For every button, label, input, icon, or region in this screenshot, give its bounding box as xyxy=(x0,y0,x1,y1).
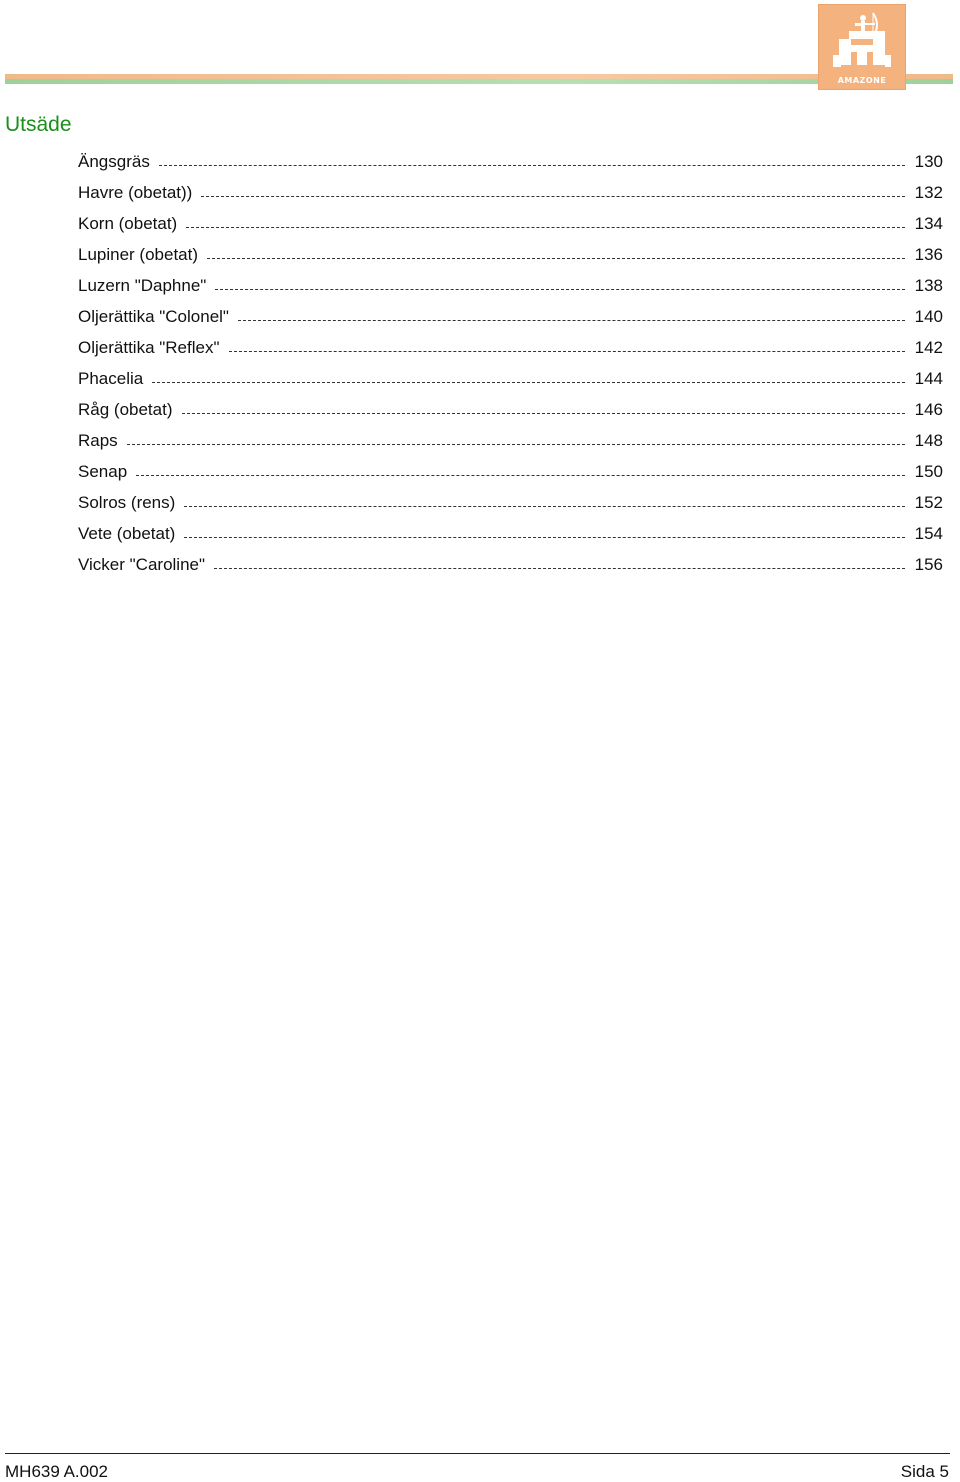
toc-entry[interactable] xyxy=(78,152,943,183)
toc-entry[interactable] xyxy=(78,276,943,307)
toc-dot-leader xyxy=(136,474,905,476)
toc-entry-page: 150 xyxy=(914,462,943,481)
toc-entry-page: 152 xyxy=(914,493,943,512)
toc-entry[interactable] xyxy=(78,245,943,276)
toc-entry[interactable] xyxy=(78,214,943,245)
toc-dot-leader xyxy=(214,567,905,569)
toc-entry-page: 132 xyxy=(914,183,943,202)
toc-entry-page: 154 xyxy=(914,524,943,543)
header-band-green xyxy=(5,79,953,84)
toc-entry-label: Havre (obetat)) xyxy=(78,183,193,202)
toc-entry-label: Oljerättika "Colonel" xyxy=(78,307,229,326)
toc-dot-leader xyxy=(159,164,905,166)
toc-entry-page: 156 xyxy=(914,555,943,574)
toc-entry-label: Råg (obetat) xyxy=(78,400,173,419)
toc-entry-page: 130 xyxy=(914,152,943,171)
toc-entry-label: Ängsgräs xyxy=(78,152,150,171)
header-band xyxy=(5,74,953,84)
toc-dot-leader xyxy=(127,443,905,445)
tractor-archer-icon xyxy=(819,5,905,75)
toc-entry[interactable] xyxy=(78,400,943,431)
toc-entry-label: Solros (rens) xyxy=(78,493,176,512)
toc-entry-page: 134 xyxy=(914,214,943,233)
toc-dot-leader xyxy=(201,195,905,197)
toc-dot-leader xyxy=(184,505,905,507)
brand-wordmark: AMAZONE xyxy=(837,76,887,85)
toc-entry-label: Senap xyxy=(78,462,128,481)
toc-dot-leader xyxy=(152,381,905,383)
toc-entry-page: 142 xyxy=(914,338,943,357)
toc-entry[interactable] xyxy=(78,369,943,400)
section-title: Utsäde xyxy=(5,113,72,136)
toc-entry[interactable] xyxy=(78,307,943,338)
toc-dot-leader xyxy=(229,350,905,352)
toc-entry[interactable] xyxy=(78,338,943,369)
toc-dot-leader xyxy=(207,257,905,259)
toc-entry-page: 136 xyxy=(914,245,943,264)
toc-entry-label: Korn (obetat) xyxy=(78,214,178,233)
toc-entry-label: Oljerättika "Reflex" xyxy=(78,338,220,357)
toc-entry-label: Phacelia xyxy=(78,369,144,388)
toc-dot-leader xyxy=(186,226,905,228)
toc-entry-label: Raps xyxy=(78,431,118,450)
toc-entry-page: 146 xyxy=(914,400,943,419)
toc-entry-page: 138 xyxy=(914,276,943,295)
footer-doc-id: MH639 A.002 xyxy=(5,1462,109,1481)
table-of-contents xyxy=(78,152,943,586)
toc-entry[interactable] xyxy=(78,431,943,462)
toc-entry-page: 140 xyxy=(914,307,943,326)
toc-dot-leader xyxy=(215,288,905,290)
toc-entry[interactable] xyxy=(78,183,943,214)
toc-entry-page: 148 xyxy=(914,431,943,450)
toc-dot-leader xyxy=(184,536,905,538)
toc-entry[interactable] xyxy=(78,462,943,493)
toc-entry-page: 144 xyxy=(914,369,943,388)
toc-entry[interactable] xyxy=(78,493,943,524)
toc-entry[interactable] xyxy=(78,524,943,555)
toc-dot-leader xyxy=(238,319,905,321)
footer-rule xyxy=(5,1453,950,1454)
toc-entry-label: Lupiner (obetat) xyxy=(78,245,199,264)
amazone-logo xyxy=(818,4,906,90)
toc-entry-label: Luzern "Daphne" xyxy=(78,276,207,295)
toc-entry-label: Vete (obetat) xyxy=(78,524,176,543)
footer-page-number: Sida 5 xyxy=(900,1462,949,1481)
toc-dot-leader xyxy=(182,412,906,414)
toc-entry[interactable] xyxy=(78,555,943,586)
toc-entry-label: Vicker "Caroline" xyxy=(78,555,206,574)
